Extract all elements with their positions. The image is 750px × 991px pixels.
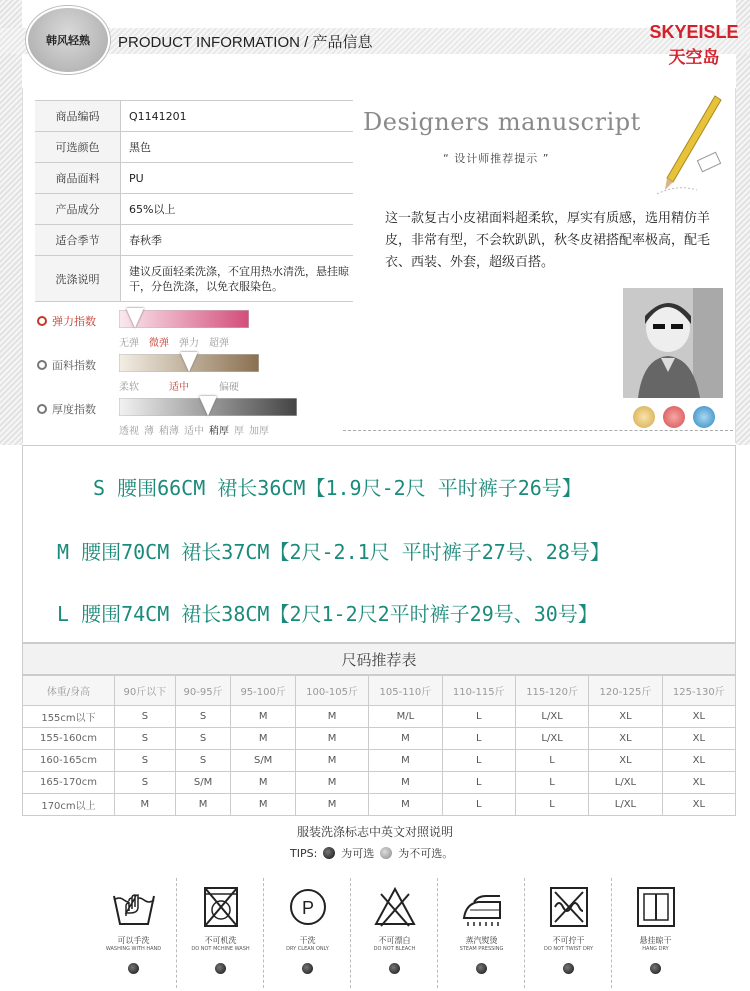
pencil-icon	[655, 94, 725, 204]
tick-label: 透视	[119, 426, 139, 437]
page-title: PRODUCT INFORMATION / 产品信息	[118, 34, 373, 51]
care-item-steam-iron	[438, 878, 525, 988]
care-item-dry-clean	[264, 878, 351, 988]
size-cell: M	[369, 794, 442, 816]
care-label-cn: 不可拧干	[552, 936, 585, 945]
style-badge	[26, 6, 110, 74]
column-header: 105-110斤	[369, 676, 442, 706]
table-header-row	[23, 676, 736, 706]
prop-label: 适合季节	[35, 225, 121, 255]
prop-label: 可选颜色	[35, 132, 121, 162]
size-cell: M/L	[369, 706, 442, 728]
size-cell: S	[175, 706, 231, 728]
tick-label-selected: 微弹	[149, 338, 169, 349]
size-cell: L/XL	[589, 794, 662, 816]
size-cell: XL	[662, 794, 735, 816]
care-label-en: DO NOT BLEACH	[373, 946, 416, 952]
size-cell: M	[231, 794, 295, 816]
size-table-title: 尺码推荐表	[22, 643, 736, 675]
selected-dot-icon	[389, 963, 400, 974]
size-cell: M	[369, 750, 442, 772]
care-label-cn: 蒸汽熨烫	[465, 936, 498, 945]
prop-row-washing	[35, 256, 353, 302]
care-item-hand-wash	[90, 878, 177, 988]
size-cell: M	[295, 794, 368, 816]
size-cell: L	[442, 706, 515, 728]
table-row	[23, 750, 736, 772]
size-cell: L	[515, 750, 588, 772]
designer-portrait	[623, 288, 723, 398]
care-title: 服装洗涤标志中英文对照说明	[296, 825, 453, 839]
size-cell: XL	[589, 706, 662, 728]
prop-value: 建议反面轻柔洗涤，不宜用热水清洗，悬挂晾干，分色洗涤，以免衣服染色。	[129, 264, 349, 293]
prop-row-color	[35, 132, 353, 163]
size-cell: L	[442, 772, 515, 794]
column-header: 100-105斤	[295, 676, 368, 706]
size-cell: S/M	[231, 750, 295, 772]
size-cell: XL	[662, 728, 735, 750]
ring-icon	[37, 404, 47, 414]
prop-value: 春秋季	[129, 233, 162, 247]
size-cell: M	[175, 794, 231, 816]
selected-dot-icon	[302, 963, 313, 974]
size-description	[22, 445, 736, 643]
size-cell: S	[115, 772, 176, 794]
elasticity-meter	[37, 310, 337, 354]
property-table	[35, 100, 353, 302]
size-cell: L	[442, 728, 515, 750]
size-cell: XL	[662, 706, 735, 728]
meter-label	[37, 357, 96, 373]
meter-ticks	[119, 422, 279, 437]
yellow-button-icon	[633, 406, 655, 428]
fabric-meter	[37, 354, 337, 398]
care-symbols	[90, 878, 700, 988]
size-cell: S/M	[175, 772, 231, 794]
meter-label-text: 面料指数	[52, 359, 96, 372]
care-label-en: HANG DRY	[642, 946, 669, 952]
column-header: 120-125斤	[589, 676, 662, 706]
table-row	[23, 706, 736, 728]
unselected-dot-icon	[380, 847, 392, 859]
meter-label-text: 厚度指数	[52, 403, 96, 416]
size-cell: L	[442, 750, 515, 772]
column-header: 95-100斤	[231, 676, 295, 706]
care-label-en: WASHING WITH HAND	[105, 946, 162, 952]
size-cell: L	[442, 794, 515, 816]
care-label-cn: 不可机洗	[204, 936, 237, 945]
row-header-cell: 155cm以下	[23, 706, 115, 728]
tick-label: 厚	[234, 426, 244, 437]
size-cell: S	[115, 728, 176, 750]
size-cell: S	[175, 728, 231, 750]
size-cell: S	[175, 750, 231, 772]
column-header: 115-120斤	[515, 676, 588, 706]
size-cell: M	[369, 772, 442, 794]
ring-icon	[37, 316, 47, 326]
ring-icon	[37, 360, 47, 370]
tick-label: 偏硬	[219, 382, 239, 393]
size-cell: S	[115, 750, 176, 772]
table-row	[23, 772, 736, 794]
size-line-m: M 腰围70CM 裙长37CM【2尺-2.1尺 平时裤子27号、28号】	[57, 540, 610, 564]
size-cell: M	[369, 728, 442, 750]
tick-label: 弹力	[179, 338, 199, 349]
row-header-cell: 165-170cm	[23, 772, 115, 794]
size-cell: L	[515, 772, 588, 794]
product-info-card	[22, 88, 736, 443]
tick-label-selected: 稍厚	[209, 426, 229, 437]
size-cell: S	[115, 706, 176, 728]
size-cell: XL	[662, 772, 735, 794]
care-label-en: STEAM PRESSING	[459, 946, 504, 952]
header-band	[0, 28, 750, 54]
prop-row-fabric	[35, 163, 353, 194]
dashed-divider	[343, 430, 733, 431]
prop-value: 65%以上	[129, 202, 176, 216]
tips-label: TIPS:	[290, 846, 318, 860]
brand-logo	[640, 22, 748, 68]
header	[0, 0, 750, 85]
meter-ticks	[119, 378, 249, 393]
red-button-icon	[663, 406, 685, 428]
size-cell: M	[295, 750, 368, 772]
tick-label: 无弹	[119, 338, 139, 349]
tick-label-selected: 适中	[169, 382, 189, 393]
size-cell: M	[231, 706, 295, 728]
table-row	[23, 728, 736, 750]
size-cell: M	[295, 728, 368, 750]
size-cell: XL	[589, 728, 662, 750]
tick-label: 薄	[144, 426, 154, 437]
blue-button-icon	[693, 406, 715, 428]
steam-iron-icon	[460, 886, 504, 928]
care-label-cn: 可以手洗	[117, 936, 150, 945]
care-item-hang-dry	[612, 878, 699, 988]
designer-title: Designers manuscript	[363, 108, 641, 136]
meter-label	[37, 313, 96, 329]
selected-dot-icon	[563, 963, 574, 974]
column-header: 125-130斤	[662, 676, 735, 706]
care-item-no-machine-wash	[177, 878, 264, 988]
no-machine-wash-icon	[199, 886, 243, 928]
care-label-cn: 不可漂白	[378, 936, 411, 945]
care-tips	[290, 845, 453, 861]
meter-pointer	[199, 396, 217, 416]
prop-value: 黑色	[129, 140, 151, 154]
size-cell: M	[115, 794, 176, 816]
column-header: 体重/身高	[23, 676, 115, 706]
no-wring-icon	[547, 886, 591, 928]
meter-ticks	[119, 334, 239, 349]
badge-label: 韩风轻熟	[46, 34, 90, 47]
prop-row-composition	[35, 194, 353, 225]
size-table	[22, 643, 736, 816]
selected-dot-icon	[476, 963, 487, 974]
tips-no: 为不可选。	[398, 847, 454, 860]
care-label-cn: 悬挂晾干	[639, 936, 672, 945]
selected-dot-icon	[215, 963, 226, 974]
brand-name-en: SKYEISLE	[649, 22, 739, 42]
row-header-cell: 155-160cm	[23, 728, 115, 750]
size-cell: M	[295, 706, 368, 728]
selected-dot-icon	[650, 963, 661, 974]
hand-wash-icon	[112, 886, 156, 928]
tick-label: 加厚	[249, 426, 269, 437]
meter-label	[37, 401, 96, 417]
size-cell: L/XL	[589, 772, 662, 794]
column-header: 90-95斤	[175, 676, 231, 706]
size-cell: L	[515, 794, 588, 816]
tick-label: 柔软	[119, 382, 139, 393]
selected-dot-icon	[128, 963, 139, 974]
decor-buttons	[633, 406, 723, 428]
table-row	[23, 794, 736, 816]
row-header-cell: 170cm以上	[23, 794, 115, 816]
thickness-meter	[37, 398, 337, 442]
size-cell: M	[231, 728, 295, 750]
row-header-cell: 160-165cm	[23, 750, 115, 772]
care-label-en: DO NOT MCHINE WASH	[191, 946, 250, 952]
size-cell: M	[231, 772, 295, 794]
prop-row-code	[35, 101, 353, 132]
size-cell: XL	[589, 750, 662, 772]
hang-dry-icon	[634, 886, 678, 928]
size-line-s: S 腰围66CM 裙长36CM【1.9尺-2尺 平时裤子26号】	[93, 476, 582, 500]
tick-label: 稍薄	[159, 426, 179, 437]
selected-dot-icon	[323, 847, 335, 859]
prop-row-season	[35, 225, 353, 256]
tips-yes: 为可选	[341, 847, 375, 860]
designer-text: 这一款复古小皮裙面料超柔软，厚实有质感，选用精仿羊皮，非常有型，不会软趴趴，秋冬皮裙搭配率极高，配毛衣、西装、外套，超级百搭。	[385, 211, 711, 270]
care-item-no-wring	[525, 878, 612, 988]
prop-label: 商品编码	[35, 101, 121, 131]
prop-value: Q1141201	[129, 109, 187, 123]
care-label-en: DRY CLEAN ONLY	[286, 946, 329, 952]
dry-clean-glyph: P	[301, 898, 315, 918]
tick-label: 超弹	[209, 338, 229, 349]
care-label-cn: 干洗	[299, 936, 316, 945]
brand-name-cn: 天空岛	[668, 48, 720, 68]
meter-pointer	[180, 352, 198, 372]
size-grid	[22, 675, 736, 816]
size-line-l: L 腰围74CM 裙长38CM【2尺1-2尺2平时裤子29号、30号】	[57, 602, 598, 626]
prop-label: 商品面料	[35, 163, 121, 193]
size-cell: M	[295, 772, 368, 794]
dry-clean-icon	[286, 886, 330, 928]
size-cell: L/XL	[515, 728, 588, 750]
care-item-no-bleach	[351, 878, 438, 988]
prop-label: 洗涤说明	[35, 256, 121, 301]
column-header: 110-115斤	[442, 676, 515, 706]
meter-pointer	[126, 308, 144, 328]
no-bleach-icon	[373, 886, 417, 928]
designer-subtitle: “ 设计师推荐提示 ”	[443, 152, 550, 165]
meter-label-text: 弹力指数	[52, 315, 96, 328]
size-cell: L/XL	[515, 706, 588, 728]
prop-label: 产品成分	[35, 194, 121, 224]
prop-value: PU	[129, 171, 144, 185]
tick-label: 适中	[184, 426, 204, 437]
size-cell: XL	[662, 750, 735, 772]
care-label-en: DO NOT TWIST DRY	[543, 946, 594, 952]
column-header: 90斤以下	[115, 676, 176, 706]
